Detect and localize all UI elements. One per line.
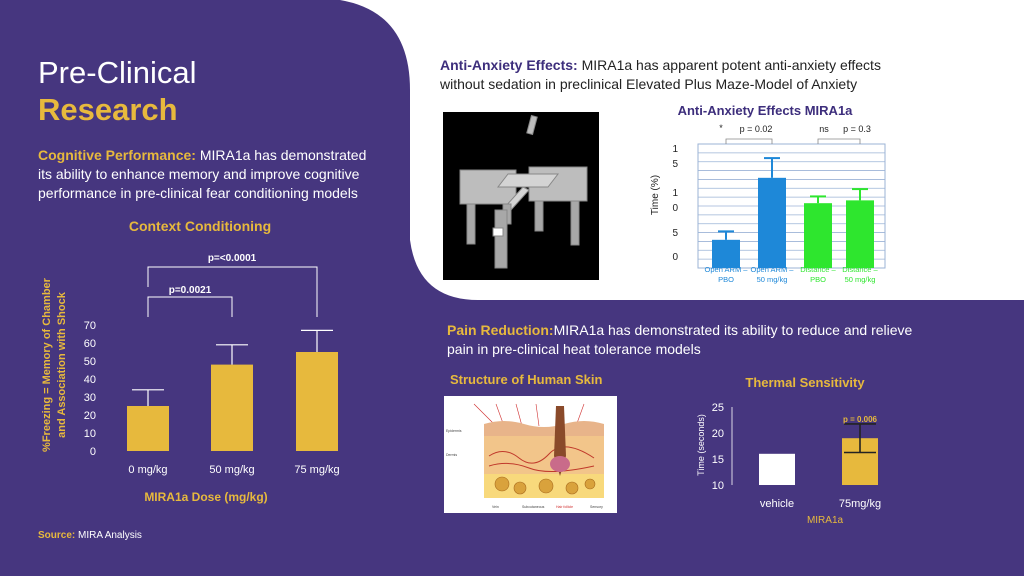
chart1-category-label: 50 mg/kg: [209, 464, 255, 476]
chart1-category-label: 75 mg/kg: [294, 464, 340, 476]
anxiety-label: Anti-Anxiety Effects:: [440, 57, 578, 73]
chart2-category-label: Open ARM –: [750, 265, 794, 274]
chart1-ytick-label: 20: [83, 410, 96, 422]
human-skin-diagram-image: [444, 396, 617, 513]
cognitive-label: Cognitive Performance:: [38, 147, 196, 163]
chart2-ytick-label: 1: [672, 144, 678, 155]
page-title-line2: Research: [38, 92, 178, 127]
chart1-bar: [296, 352, 338, 451]
chart3-ylabel: Time (seconds): [696, 414, 706, 476]
cognitive-paragraph: [38, 146, 378, 203]
chart3-xlabel: MIRA1a: [806, 515, 844, 526]
source-note: [38, 530, 142, 541]
chart1-category-label: 0 mg/kg: [128, 464, 168, 476]
chart3-annotation: p = 0.006: [842, 415, 878, 424]
source-text: MIRA Analysis: [75, 530, 142, 541]
chart1-ytick-label: 30: [83, 392, 96, 404]
chart2-category-label: Open ARM –: [704, 265, 748, 274]
chart2-ytick-label: 0: [672, 203, 678, 214]
chart1-ytick-label: 40: [83, 374, 96, 386]
chart1-ytick-label: 60: [83, 338, 96, 350]
anxiety-paragraph: [440, 56, 910, 94]
chart2-ytick-label: 5: [672, 159, 678, 170]
thermal-sensitivity-chart: [690, 370, 920, 530]
chart2-bar: [758, 178, 786, 268]
chart1-ytick-label: 70: [83, 320, 96, 332]
chart3-ytick-label: 10: [711, 480, 724, 492]
chart1-bracket-1: [148, 297, 232, 317]
chart2-category-label: Distance –: [842, 265, 878, 274]
svg-text:Subcutaneous: Subcutaneous: [522, 505, 545, 509]
chart3-category-label: 75mg/kg: [838, 498, 882, 510]
chart2-category-label: PBO: [718, 275, 734, 284]
chart1-ytick-label: 10: [83, 428, 96, 440]
chart1-annotation: p=0.0021: [168, 285, 212, 296]
svg-text:Sensory: Sensory: [590, 505, 603, 509]
source-label: Source:: [38, 530, 76, 541]
chart1-bar: [211, 365, 253, 451]
chart2-bracket-2: [818, 139, 860, 144]
chart2-title: Anti-Anxiety Effects MIRA1a: [677, 103, 853, 118]
pain-text: MIRA1a has demonstrated its ability to reduce and relieve pain in pre-clinical heat tolerance models: [447, 322, 913, 357]
chart2-bar: [712, 240, 740, 268]
chart2-ylabel: Time (%): [650, 174, 661, 216]
chart1-ylabel-line1: %Freezing = Memory of Chamber: [41, 278, 53, 452]
chart2-category-label: 50 mg/kg: [844, 275, 876, 284]
chart2-annotation: p = 0.3: [843, 124, 871, 134]
cognitive-text: MIRA1a has demonstrated its ability to enhance memory and improve cognitive performance in pre-clinical fear conditioning models: [38, 147, 367, 201]
chart3-category-label: vehicle: [759, 498, 795, 510]
pain-label: Pain Reduction:: [447, 322, 554, 338]
chart2-category-label: PBO: [810, 275, 826, 284]
chart1-ytick-label: 0: [89, 446, 96, 458]
chart2-ytick-label: 0: [672, 252, 678, 263]
chart2-category-label: Distance –: [800, 265, 836, 274]
svg-text:Hair follicle: Hair follicle: [556, 505, 574, 509]
chart3-bar: [759, 454, 795, 485]
svg-text:Vein: Vein: [492, 505, 499, 509]
chart2-ytick-label: 5: [672, 228, 678, 239]
chart2-bracket-1: [726, 139, 772, 144]
svg-text:Dermis: Dermis: [446, 453, 458, 457]
anti-anxiety-chart: [640, 100, 890, 290]
elevated-plus-maze-image: [443, 112, 599, 280]
anxiety-text: MIRA1a has apparent potent anti-anxiety effects without sedation in preclinical Elevated Plus Maze-Model of Anxiety: [440, 57, 881, 92]
chart1-ytick-label: 50: [83, 356, 96, 368]
pain-paragraph: [447, 321, 917, 359]
chart2-annotation: p = 0.02: [739, 124, 773, 134]
chart2-category-label: 50 mg/kg: [756, 275, 788, 284]
chart2-ytick-label: 1: [672, 188, 678, 199]
chart2-bar: [804, 203, 832, 268]
page-title-line1: Pre-Clinical: [38, 55, 197, 90]
context-conditioning-chart: [20, 205, 350, 515]
chart3-ytick-label: 15: [711, 454, 724, 466]
chart2-annotation: *: [719, 123, 723, 133]
chart3-ytick-label: 25: [711, 402, 724, 414]
chart1-title: Context Conditioning: [128, 218, 272, 234]
chart3-title: Thermal Sensitivity: [745, 375, 865, 390]
chart2-bar: [846, 200, 874, 268]
chart1-ylabel-line2: and Association with Shock: [56, 292, 68, 438]
chart3-ytick-label: 20: [711, 428, 724, 440]
skin-figure-title: Structure of Human Skin: [450, 372, 603, 387]
chart1-xlabel: MIRA1a Dose (mg/kg): [144, 490, 268, 504]
chart1-annotation: p=<0.0001: [207, 253, 257, 264]
chart2-annotation: ns: [819, 124, 829, 134]
svg-text:Epidermis: Epidermis: [446, 429, 462, 433]
chart1-bar: [127, 406, 169, 451]
